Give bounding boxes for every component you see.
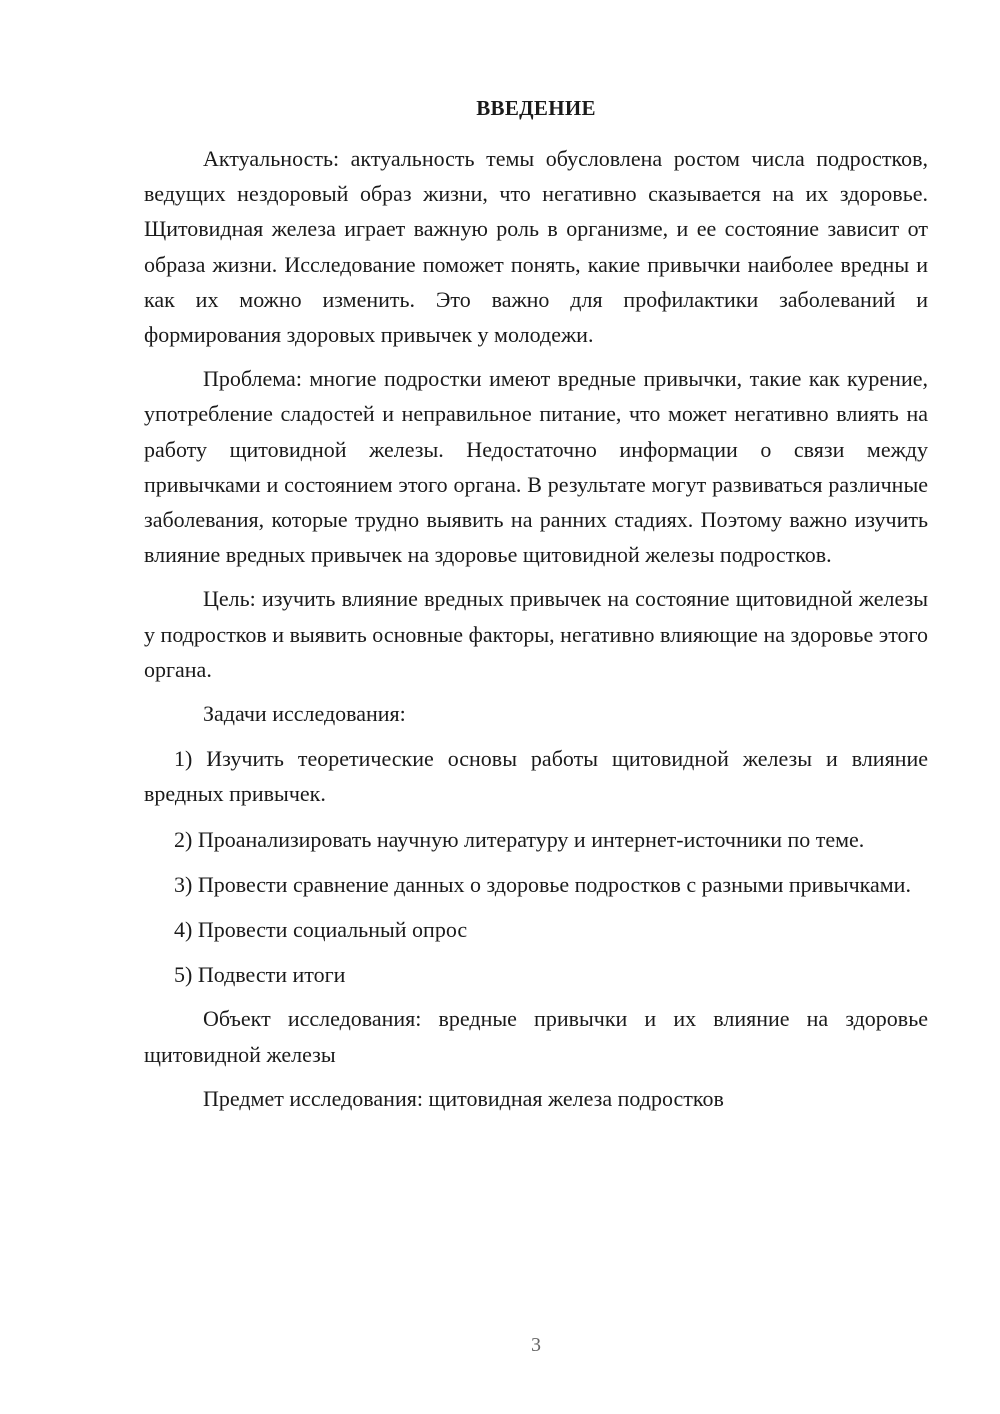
goal-paragraph: Цель: изучить влияние вредных привычек на состояние щитовидной железы у подростков и выявить основные факторы, негативно влияющие на здоровье этого органа. — [144, 586, 928, 682]
task-item: 4) Провести социальный опрос — [174, 917, 468, 943]
relevance-paragraph: Актуальность: актуальность темы обусловлена ростом числа подростков, ведущих нездоровый образ жизни, что негативно сказывается на их здоровье. Щитовидная железа играет важную роль в организме, и ее состояние зависит от образа жизни. Исследование поможет понять, какие привычки наиболее вредны и как их можно изменить. Это важно для профилактики заболеваний и формирования здоровых привычек у молодежи. — [144, 146, 928, 348]
subject-paragraph: Предмет исследования: щитовидная железа подростков — [203, 1085, 724, 1111]
problem-paragraph: Проблема: многие подростки имеют вредные привычки, такие как курение, употребление сладостей и неправильное питание, что может негативно влиять на работу щитовидной железы. Недостаточно информации о связи между привычками и состоянием этого органа. В результате могут развиваться различные заболевания, которые трудно выявить на ранних стадиях. Поэтому важно изучить влияние вредных привычек на здоровье щитовидной железы подростков. — [144, 366, 928, 568]
tasks-heading: Задачи исследования: — [203, 701, 406, 727]
task-item: 2) Проанализировать научную литературу и интернет-источники по теме. — [174, 826, 865, 852]
object-paragraph: Объект исследования: вредные привычки и их влияние на здоровье щитовидной железы — [144, 1006, 928, 1067]
body-text — [144, 141, 928, 1116]
page-number: 3 — [531, 1334, 541, 1356]
task-item: 1) Изучить теоретические основы работы щитовидной железы и влияние вредных привычек. — [144, 746, 928, 807]
task-item: 5) Подвести итоги — [174, 962, 346, 988]
task-item: 3) Провести сравнение данных о здоровье подростков с разными привычками. — [174, 871, 911, 897]
page-title: ВВЕДЕНИЕ — [476, 96, 596, 120]
